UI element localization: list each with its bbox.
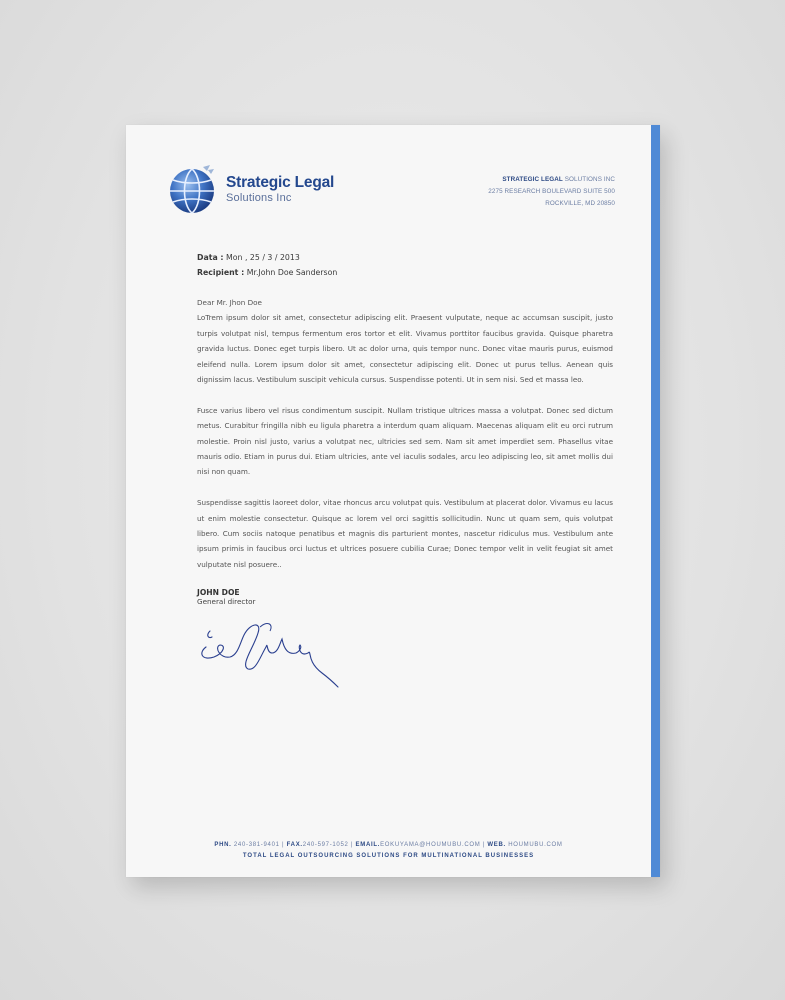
recipient-line — [197, 265, 613, 280]
company-name-rest: SOLUTIONS INC — [562, 176, 615, 183]
contact-line — [126, 840, 651, 851]
company-address-1: 2275 RESEARCH BOULEVARD SUITE 500 — [488, 188, 615, 195]
paragraph-1: LoTrem ipsum dolor sit amet, consectetur adipiscing elit. Praesent vulputate, neque ac accumsan suscipit, justo turpis volutpat nisl, tempus fermentum eros tortor et elit. Vivamus porttitor faucibus gravida. Quisque pharetra gravida luctus. Donec eget turpis libero. Ut ac dolor urna, quis tempor nunc. Donec vitae mauris purus, euismod eleifend nulla. Lorem ipsum dolor sit amet, consectetur adipiscing elit. Donec ut purus tellus. Aenean quis dignissim lacus. Vestibulum suscipit vehicula cursus. Suspendisse potenti. Ut in sem nisi. Sed et massa leo. — [197, 313, 613, 385]
logo-subtitle: Solutions Inc — [226, 192, 292, 204]
recipient-label: Recipient : — [197, 268, 245, 277]
logo-wordmark: Strategic Legal — [226, 174, 335, 191]
company-name-line — [488, 174, 615, 186]
letter-body — [197, 250, 613, 607]
signer-name: JOHN DOE — [197, 587, 240, 597]
letter-footer — [126, 840, 651, 862]
web-label: WEB. — [487, 842, 506, 848]
greeting: Dear Mr. Jhon Doe — [197, 298, 262, 307]
letterhead-page — [126, 125, 660, 877]
company-name-strong: STRATEGIC LEGAL — [502, 176, 563, 183]
email-label: EMAIL. — [355, 842, 381, 848]
date-line — [197, 250, 613, 265]
company-address-2: ROCKVILLE, MD 20850 — [545, 200, 615, 207]
phone-label: PHN. — [214, 842, 232, 848]
web-value: HOUMUBU.COM — [505, 842, 563, 848]
accent-stripe — [651, 125, 660, 877]
phone-value: 240-381-9401 | — [231, 842, 287, 848]
handwritten-signature — [196, 613, 346, 693]
date-value: Mon , 25 / 3 / 2013 — [223, 253, 300, 262]
fax-value: 240-597-1052 | — [302, 842, 356, 848]
company-logo — [168, 161, 340, 217]
paragraph-2: Fusce varius libero vel risus condimentum suscipit. Nullam tristique ultrices massa a volutpat. Donec sed dictum metus. Curabitur fringilla nibh eu ligula pharetra a interdum quam aliquam. Maecenas aliquam elit eu orci rutrum molestie. Proin nisl justo, varius a volutpat nec, ultricies sed sem. Nam sit amet imperdiet sem. Phasellus vitae mauris odio. Etiam in purus dui. Etiam ultricies, ante vel iaculis sodales, arcu leo adipiscing leo, sit amet mollis dui nisi non quam. — [197, 405, 613, 477]
signer-title: General director — [197, 596, 256, 606]
fax-label: FAX. — [286, 842, 303, 848]
footer-tagline: TOTAL LEGAL OUTSOURCING SOLUTIONS FOR MULTINATIONAL BUSINESSES — [242, 853, 535, 859]
globe-icon — [168, 161, 224, 217]
date-label: Data : — [197, 253, 224, 262]
company-address-block — [488, 174, 615, 210]
email-value: EOKUYAMA@HOUMUBU.COM | — [380, 842, 488, 848]
paragraph-3: Suspendisse sagittis laoreet dolor, vitae rhoncus arcu volutpat quis. Vestibulum at placerat dolor. Vivamus eu lacus ut enim molestie consectetur. Quisque ac lorem vel orci sagittis sollicitudin. Nunc ut quam sem, quis volutpat libero. Cum sociis natoque penatibus et magnis dis parturient montes, nascetur ridiculus mus. Vestibulum ante ipsum primis in faucibus orci luctus et ultrices posuere cubilia Curae; Donec tempor velit in velit feugiat sit amet vulputate nisl posuere.. — [197, 498, 613, 569]
recipient-value: Mr.John Doe Sanderson — [244, 268, 338, 277]
